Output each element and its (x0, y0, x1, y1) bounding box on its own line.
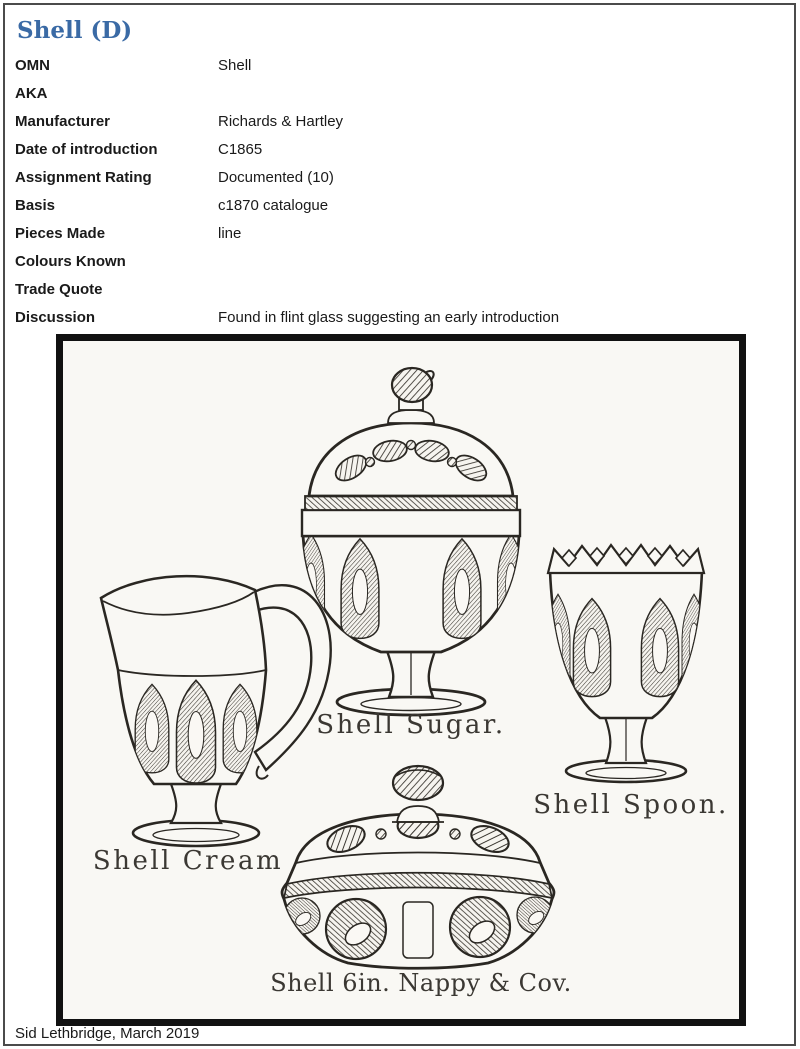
caption-spoon: Shell Spoon. (533, 789, 729, 820)
field-label: Basis (15, 196, 56, 214)
field-value: Richards & Hartley (218, 112, 344, 130)
field-label: Assignment Rating (15, 168, 152, 186)
field-value (218, 80, 786, 108)
field-value: Shell (218, 56, 252, 74)
catalogue-illustration (63, 341, 739, 1019)
field-value: Documented (10) (218, 168, 334, 186)
field-value: C1865 (218, 140, 263, 158)
field-label: Discussion (15, 308, 96, 326)
figure-frame (56, 334, 746, 1026)
field-value: c1870 catalogue (218, 196, 329, 214)
field-label: AKA (15, 84, 48, 102)
page-content (5, 5, 794, 1026)
field-label: OMN (15, 56, 50, 74)
field-value: Found in flint glass suggesting an early introduction (218, 308, 560, 326)
field-label: Colours Known (15, 252, 126, 270)
field-row (15, 276, 786, 304)
field-row (15, 248, 786, 276)
info-table (15, 52, 786, 332)
field-row (15, 220, 786, 248)
field-value (218, 248, 786, 276)
nappy-drawing (282, 766, 554, 968)
caption-cream: Shell Cream (92, 845, 284, 876)
caption-nappy: Shell 6in. Nappy & Cov. (270, 968, 572, 997)
sugar-drawing (298, 368, 525, 715)
field-label: Manufacturer (15, 112, 111, 130)
field-value: line (218, 224, 242, 242)
field-row (15, 108, 786, 136)
spooner-drawing (546, 545, 706, 782)
field-label: Pieces Made (15, 224, 106, 242)
caption-sugar: Shell Sugar. (316, 709, 506, 740)
field-row (15, 136, 786, 164)
catalogue-page (3, 3, 796, 1046)
field-row (15, 164, 786, 192)
field-row (15, 80, 786, 108)
field-value (218, 276, 786, 304)
field-row (15, 304, 786, 332)
field-row (15, 52, 786, 80)
creamer-drawing (101, 576, 331, 846)
footer-credit: Sid Lethbridge, March 2019 (15, 1025, 200, 1042)
page-title: Shell (D) (17, 17, 133, 44)
field-label: Date of introduction (15, 140, 158, 158)
field-row (15, 192, 786, 220)
field-label: Trade Quote (15, 280, 103, 298)
